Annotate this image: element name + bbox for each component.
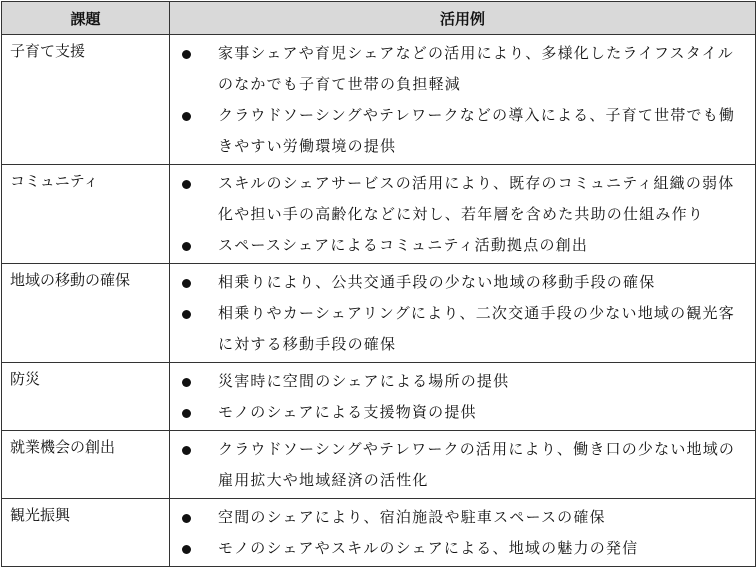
table-row [2, 165, 756, 264]
issue-cell: 防災 [2, 363, 170, 431]
usage-text: クラウドソーシングやテレワークの活用により、働き口の少ない地域の雇用拡大や地域経済の活性化 [218, 440, 736, 489]
list-item [170, 397, 747, 428]
bullet-icon [182, 514, 191, 523]
bullet-icon [182, 180, 191, 189]
list-item [170, 298, 747, 360]
table-row [2, 499, 756, 567]
table-row [2, 431, 756, 499]
usage-list [170, 502, 747, 564]
usage-list [170, 38, 747, 162]
usage-text: 相乗りにより、公共交通手段の少ない地域の移動手段の確保 [218, 273, 656, 291]
list-item [170, 230, 747, 261]
bullet-icon [182, 446, 191, 455]
list-item [170, 100, 747, 162]
list-item [170, 267, 747, 298]
bullet-icon [182, 378, 191, 387]
usage-cell [170, 35, 756, 165]
table-row [2, 35, 756, 165]
usage-text: 家事シェアや育児シェアなどの活用により、多様化したライフスタイルのなかでも子育て世帯の負担軽減 [218, 44, 735, 93]
bullet-icon [182, 409, 191, 418]
issue-cell: 子育て支援 [2, 35, 170, 165]
header-row [2, 2, 756, 35]
table-row [2, 264, 756, 363]
usage-text: 災害時に空間のシェアによる場所の提供 [218, 372, 510, 390]
bullet-icon [182, 279, 191, 288]
usage-text: クラウドソーシングやテレワークなどの導入による、子育て世帯でも働きやすい労働環境の提供 [218, 106, 736, 155]
table-row [2, 363, 756, 431]
bullet-icon [182, 545, 191, 554]
usage-list [170, 267, 747, 360]
issue-column-header: 課題 [2, 2, 170, 35]
usage-list [170, 434, 747, 496]
usage-text: スキルのシェアサービスの活用により、既存のコミュニティ組織の弱体化や担い手の高齢化などに対し、若年層を含めた共助の仕組み作り [218, 174, 735, 223]
usage-cell [170, 499, 756, 567]
bullet-icon [182, 112, 191, 121]
usage-column-header: 活用例 [170, 2, 756, 35]
usage-cell [170, 264, 756, 363]
usage-text: モノのシェアによる支援物資の提供 [218, 403, 477, 421]
usage-cell [170, 165, 756, 264]
list-item [170, 434, 747, 496]
usage-text: モノのシェアやスキルのシェアによる、地域の魅力の発信 [218, 539, 639, 557]
usage-list [170, 366, 747, 428]
list-item [170, 502, 747, 533]
bullet-icon [182, 50, 191, 59]
list-item [170, 533, 747, 564]
usage-cell [170, 363, 756, 431]
list-item [170, 366, 747, 397]
usage-text: 相乗りやカーシェアリングにより、二次交通手段の少ない地域の観光客に対する移動手段の確保 [218, 304, 735, 353]
bullet-icon [182, 310, 191, 319]
list-item [170, 38, 747, 100]
usage-text: 空間のシェアにより、宿泊施設や駐車スペースの確保 [218, 508, 606, 526]
issue-cell: 観光振興 [2, 499, 170, 567]
sharing-economy-table [1, 1, 756, 567]
usage-text: スペースシェアによるコミュニティ活動拠点の創出 [218, 236, 589, 254]
issue-cell: 地域の移動の確保 [2, 264, 170, 363]
list-item [170, 168, 747, 230]
usage-list [170, 168, 747, 261]
issue-cell: コミュニティ [2, 165, 170, 264]
bullet-icon [182, 242, 191, 251]
issue-cell: 就業機会の創出 [2, 431, 170, 499]
usage-cell [170, 431, 756, 499]
